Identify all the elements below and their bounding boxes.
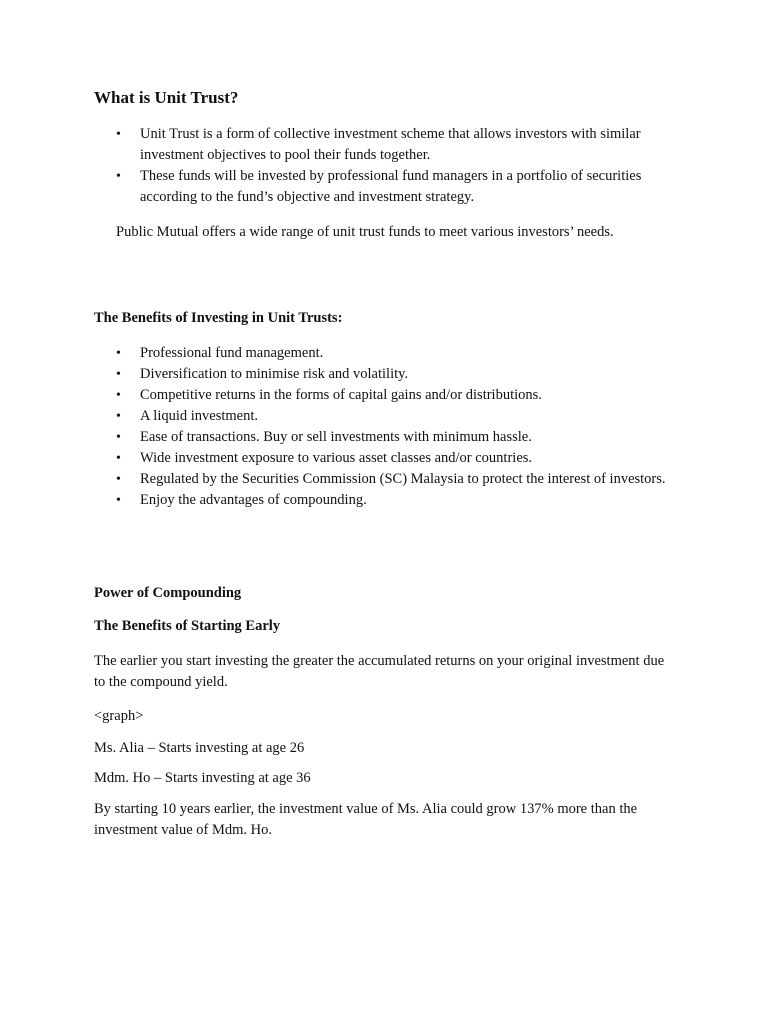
- starting-early-heading: The Benefits of Starting Early: [94, 618, 281, 634]
- list-item-text: Ease of transactions. Buy or sell investments with minimum hassle.: [140, 429, 532, 445]
- list-item: [0, 448, 680, 469]
- list-item-text: Regulated by the Securities Commission (SC) Malaysia to protect the interest of investors.: [140, 471, 666, 487]
- list-item: [0, 469, 680, 490]
- bullet-icon: •: [116, 493, 121, 508]
- bullet-icon: •: [116, 346, 121, 361]
- alia-line: Ms. Alia – Starts investing at age 26: [94, 740, 305, 756]
- list-item: [0, 427, 680, 448]
- list-item: [0, 364, 680, 385]
- list-item: [0, 406, 680, 427]
- bullet-icon: •: [116, 451, 121, 466]
- bullet-icon: •: [116, 472, 121, 487]
- list-item-text: These funds will be invested by professional fund managers in a portfolio of securities according to the fund’s objective and investment strategy.: [140, 168, 642, 205]
- list-item: [0, 490, 680, 511]
- list-item-text: Enjoy the advantages of compounding.: [140, 492, 367, 508]
- list-item-text: Professional fund management.: [140, 345, 324, 361]
- bullet-icon: •: [116, 430, 121, 445]
- conclusion-paragraph: By starting 10 years earlier, the investment value of Ms. Alia could grow 137% more than the investment value of Mdm. Ho.: [94, 801, 638, 838]
- bullet-icon: •: [116, 388, 121, 403]
- intro-paragraph: Public Mutual offers a wide range of unit trust funds to meet various investors’ needs.: [116, 224, 614, 240]
- list-item: [0, 385, 680, 406]
- intro-bullet-list: [0, 124, 680, 208]
- list-item: [0, 124, 680, 166]
- list-item: [0, 343, 680, 364]
- starting-early-paragraph: The earlier you start investing the greater the accumulated returns on your original investment due to the compound yield.: [94, 653, 665, 690]
- bullet-icon: •: [116, 127, 121, 142]
- list-item-text: Unit Trust is a form of collective investment scheme that allows investors with similar investment objectives to pool their funds together.: [140, 126, 641, 163]
- bullet-icon: •: [116, 169, 121, 184]
- page-title: What is Unit Trust?: [94, 88, 239, 107]
- list-item-text: A liquid investment.: [140, 408, 259, 424]
- list-item: [0, 166, 680, 208]
- compounding-heading: Power of Compounding: [94, 585, 242, 601]
- benefits-bullet-list: [0, 343, 680, 511]
- list-item-text: Competitive returns in the forms of capital gains and/or distributions.: [140, 387, 542, 403]
- bullet-icon: •: [116, 367, 121, 382]
- list-item-text: Diversification to minimise risk and volatility.: [140, 366, 409, 382]
- bullet-icon: •: [116, 409, 121, 424]
- benefits-heading: The Benefits of Investing in Unit Trusts:: [94, 310, 343, 326]
- graph-placeholder: <graph>: [94, 708, 144, 724]
- list-item-text: Wide investment exposure to various asset classes and/or countries.: [140, 450, 533, 466]
- ho-line: Mdm. Ho – Starts investing at age 36: [94, 770, 311, 786]
